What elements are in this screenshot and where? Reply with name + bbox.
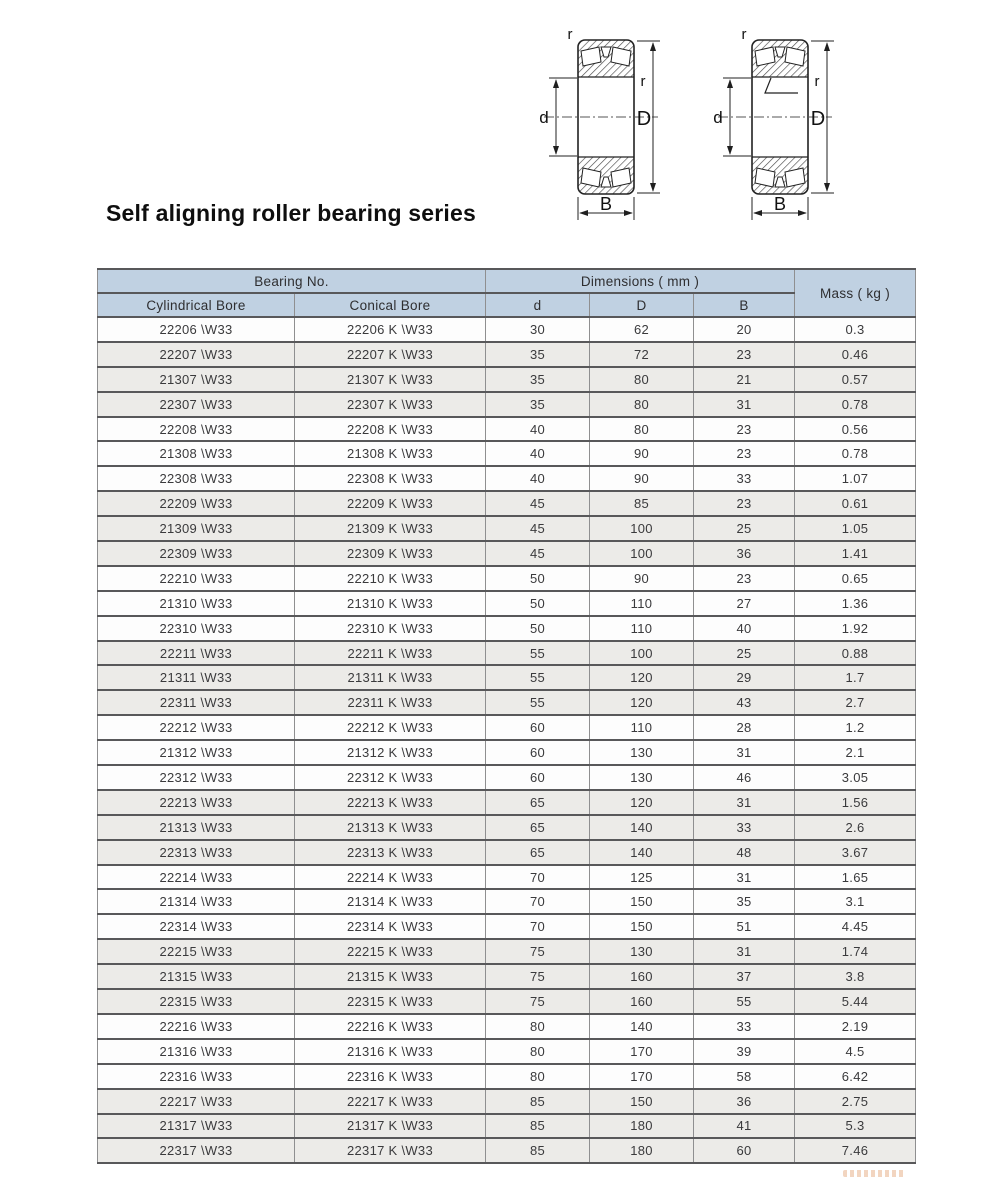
table-row	[98, 840, 916, 865]
cell-d: 80	[486, 1064, 590, 1089]
cell-cylindrical-bore: 22310 \W33	[98, 616, 295, 641]
watermark-fragment	[843, 1170, 905, 1177]
cell-d: 65	[486, 815, 590, 840]
cell-D: 170	[590, 1064, 694, 1089]
cell-B: 33	[694, 1014, 795, 1039]
cell-cylindrical-bore: 22307 \W33	[98, 392, 295, 417]
cell-mass: 1.92	[795, 616, 916, 641]
cell-cylindrical-bore: 21311 \W33	[98, 665, 295, 690]
cell-D: 90	[590, 441, 694, 466]
cell-B: 41	[694, 1114, 795, 1139]
cell-conical-bore: 22317 K \W33	[295, 1138, 486, 1163]
cell-d: 85	[486, 1138, 590, 1163]
cell-cylindrical-bore: 21312 \W33	[98, 740, 295, 765]
cell-B: 43	[694, 690, 795, 715]
cell-conical-bore: 22314 K \W33	[295, 914, 486, 939]
table-row	[98, 1039, 916, 1064]
table-row	[98, 1089, 916, 1114]
table-row	[98, 790, 916, 815]
cell-D: 80	[590, 392, 694, 417]
cell-conical-bore: 22308 K \W33	[295, 466, 486, 491]
cell-B: 60	[694, 1138, 795, 1163]
cell-mass: 2.19	[795, 1014, 916, 1039]
cell-B: 46	[694, 765, 795, 790]
cell-mass: 1.56	[795, 790, 916, 815]
cell-d: 45	[486, 516, 590, 541]
cell-conical-bore: 22208 K \W33	[295, 417, 486, 442]
table-row	[98, 765, 916, 790]
cell-B: 29	[694, 665, 795, 690]
cell-mass: 2.1	[795, 740, 916, 765]
cell-mass: 0.57	[795, 367, 916, 392]
table-row	[98, 665, 916, 690]
cell-cylindrical-bore: 22312 \W33	[98, 765, 295, 790]
cell-mass: 1.2	[795, 715, 916, 740]
cell-mass: 3.05	[795, 765, 916, 790]
cell-cylindrical-bore: 21309 \W33	[98, 516, 295, 541]
table-row	[98, 715, 916, 740]
cell-d: 60	[486, 715, 590, 740]
cell-d: 75	[486, 989, 590, 1014]
cell-D: 100	[590, 516, 694, 541]
cell-cylindrical-bore: 22317 \W33	[98, 1138, 295, 1163]
cell-mass: 4.5	[795, 1039, 916, 1064]
table-row	[98, 1064, 916, 1089]
cell-D: 180	[590, 1138, 694, 1163]
cell-conical-bore: 22211 K \W33	[295, 641, 486, 666]
cell-conical-bore: 22213 K \W33	[295, 790, 486, 815]
cell-D: 110	[590, 616, 694, 641]
cell-cylindrical-bore: 21313 \W33	[98, 815, 295, 840]
cell-conical-bore: 22216 K \W33	[295, 1014, 486, 1039]
header-d: d	[486, 293, 590, 317]
cell-B: 31	[694, 865, 795, 890]
cell-conical-bore: 22315 K \W33	[295, 989, 486, 1014]
header-mass: Mass ( kg )	[795, 269, 916, 317]
cell-d: 85	[486, 1089, 590, 1114]
cell-B: 23	[694, 342, 795, 367]
cell-d: 80	[486, 1014, 590, 1039]
label-r-side: r	[814, 73, 820, 90]
cell-cylindrical-bore: 22313 \W33	[98, 840, 295, 865]
cell-d: 40	[486, 441, 590, 466]
cell-B: 33	[694, 466, 795, 491]
cell-D: 130	[590, 939, 694, 964]
cell-D: 120	[590, 690, 694, 715]
cell-cylindrical-bore: 22214 \W33	[98, 865, 295, 890]
table-row	[98, 1138, 916, 1163]
cell-conical-bore: 22209 K \W33	[295, 491, 486, 516]
cell-conical-bore: 22215 K \W33	[295, 939, 486, 964]
cell-mass: 5.44	[795, 989, 916, 1014]
cell-cylindrical-bore: 22210 \W33	[98, 566, 295, 591]
cell-conical-bore: 22210 K \W33	[295, 566, 486, 591]
table-row	[98, 939, 916, 964]
cell-conical-bore: 21307 K \W33	[295, 367, 486, 392]
label-D: D	[636, 108, 652, 130]
cell-d: 40	[486, 466, 590, 491]
table-row	[98, 1114, 916, 1139]
cell-conical-bore: 21310 K \W33	[295, 591, 486, 616]
label-B: B	[599, 194, 613, 214]
cell-d: 65	[486, 790, 590, 815]
cell-d: 75	[486, 964, 590, 989]
label-r-side: r	[640, 73, 646, 90]
table-row	[98, 417, 916, 442]
cell-conical-bore: 22316 K \W33	[295, 1064, 486, 1089]
header-dimensions: Dimensions ( mm )	[486, 269, 795, 293]
cell-D: 180	[590, 1114, 694, 1139]
table-row	[98, 466, 916, 491]
cell-conical-bore: 22206 K \W33	[295, 317, 486, 342]
cell-D: 160	[590, 964, 694, 989]
cell-D: 120	[590, 665, 694, 690]
table-row	[98, 541, 916, 566]
cell-B: 23	[694, 441, 795, 466]
cell-cylindrical-bore: 22208 \W33	[98, 417, 295, 442]
cell-cylindrical-bore: 22316 \W33	[98, 1064, 295, 1089]
cell-B: 25	[694, 641, 795, 666]
cell-B: 36	[694, 1089, 795, 1114]
cell-D: 140	[590, 840, 694, 865]
cell-cylindrical-bore: 22212 \W33	[98, 715, 295, 740]
table-row	[98, 914, 916, 939]
cell-conical-bore: 22311 K \W33	[295, 690, 486, 715]
cell-D: 130	[590, 740, 694, 765]
cell-B: 31	[694, 790, 795, 815]
cell-d: 50	[486, 616, 590, 641]
bearing-spec-table	[97, 268, 916, 1164]
cell-B: 55	[694, 989, 795, 1014]
cell-d: 40	[486, 417, 590, 442]
cell-B: 36	[694, 541, 795, 566]
cell-B: 27	[694, 591, 795, 616]
cell-B: 23	[694, 566, 795, 591]
page-title: Self aligning roller bearing series	[106, 200, 477, 226]
label-r-top: r	[741, 26, 747, 43]
table-row	[98, 889, 916, 914]
cell-mass: 1.05	[795, 516, 916, 541]
cell-conical-bore: 22310 K \W33	[295, 616, 486, 641]
cell-mass: 0.65	[795, 566, 916, 591]
cell-d: 60	[486, 740, 590, 765]
cell-D: 100	[590, 541, 694, 566]
cell-d: 65	[486, 840, 590, 865]
table-row	[98, 367, 916, 392]
taper-angle-symbol	[765, 78, 798, 93]
cell-B: 25	[694, 516, 795, 541]
cell-conical-bore: 22309 K \W33	[295, 541, 486, 566]
cell-mass: 2.7	[795, 690, 916, 715]
table-row	[98, 491, 916, 516]
header-D: D	[590, 293, 694, 317]
cell-mass: 4.45	[795, 914, 916, 939]
cell-B: 51	[694, 914, 795, 939]
cell-mass: 3.8	[795, 964, 916, 989]
cell-D: 110	[590, 715, 694, 740]
header-row-groups	[98, 269, 916, 293]
cell-conical-bore: 21316 K \W33	[295, 1039, 486, 1064]
cell-B: 23	[694, 491, 795, 516]
cell-D: 125	[590, 865, 694, 890]
cell-conical-bore: 22312 K \W33	[295, 765, 486, 790]
cell-cylindrical-bore: 21314 \W33	[98, 889, 295, 914]
cell-conical-bore: 21309 K \W33	[295, 516, 486, 541]
cell-D: 150	[590, 1089, 694, 1114]
table-row	[98, 317, 916, 342]
bearing-figure-conical-bore	[713, 26, 834, 220]
cell-mass: 1.36	[795, 591, 916, 616]
cell-cylindrical-bore: 22216 \W33	[98, 1014, 295, 1039]
cell-d: 35	[486, 342, 590, 367]
cell-conical-bore: 21308 K \W33	[295, 441, 486, 466]
table-row	[98, 566, 916, 591]
table-row	[98, 516, 916, 541]
cell-d: 55	[486, 641, 590, 666]
cell-d: 70	[486, 865, 590, 890]
cell-mass: 1.65	[795, 865, 916, 890]
cell-D: 170	[590, 1039, 694, 1064]
cell-mass: 0.78	[795, 392, 916, 417]
cell-mass: 1.07	[795, 466, 916, 491]
table-row	[98, 616, 916, 641]
cell-conical-bore: 22214 K \W33	[295, 865, 486, 890]
cell-D: 150	[590, 914, 694, 939]
cell-D: 120	[590, 790, 694, 815]
cell-d: 35	[486, 367, 590, 392]
cell-B: 28	[694, 715, 795, 740]
cell-mass: 0.78	[795, 441, 916, 466]
bearing-figure-cylindrical-bore	[539, 26, 660, 220]
cell-mass: 5.3	[795, 1114, 916, 1139]
cell-mass: 1.74	[795, 939, 916, 964]
cell-D: 80	[590, 417, 694, 442]
header-B: B	[694, 293, 795, 317]
cell-B: 33	[694, 815, 795, 840]
label-d: d	[713, 108, 723, 127]
cell-d: 70	[486, 889, 590, 914]
table-header	[98, 269, 916, 317]
cell-mass: 1.7	[795, 665, 916, 690]
cell-mass: 2.6	[795, 815, 916, 840]
cell-cylindrical-bore: 21307 \W33	[98, 367, 295, 392]
cell-cylindrical-bore: 22209 \W33	[98, 491, 295, 516]
cell-D: 90	[590, 566, 694, 591]
table-row	[98, 1014, 916, 1039]
label-d: d	[539, 108, 549, 127]
cell-d: 75	[486, 939, 590, 964]
cell-conical-bore: 21317 K \W33	[295, 1114, 486, 1139]
cell-mass: 1.41	[795, 541, 916, 566]
cell-mass: 0.88	[795, 641, 916, 666]
cell-B: 58	[694, 1064, 795, 1089]
cell-conical-bore: 21311 K \W33	[295, 665, 486, 690]
cell-conical-bore: 21312 K \W33	[295, 740, 486, 765]
cell-cylindrical-bore: 22314 \W33	[98, 914, 295, 939]
table-body	[98, 317, 916, 1163]
cell-d: 80	[486, 1039, 590, 1064]
cell-B: 20	[694, 317, 795, 342]
cell-conical-bore: 21314 K \W33	[295, 889, 486, 914]
cell-conical-bore: 22307 K \W33	[295, 392, 486, 417]
cell-cylindrical-bore: 21315 \W33	[98, 964, 295, 989]
cell-mass: 7.46	[795, 1138, 916, 1163]
cell-D: 130	[590, 765, 694, 790]
cell-mass: 0.61	[795, 491, 916, 516]
cell-B: 21	[694, 367, 795, 392]
cell-cylindrical-bore: 21310 \W33	[98, 591, 295, 616]
cell-d: 50	[486, 591, 590, 616]
header-cylindrical-bore: Cylindrical Bore	[98, 293, 295, 317]
cell-mass: 0.3	[795, 317, 916, 342]
cell-cylindrical-bore: 22315 \W33	[98, 989, 295, 1014]
table-row	[98, 641, 916, 666]
cell-cylindrical-bore: 21316 \W33	[98, 1039, 295, 1064]
cell-d: 70	[486, 914, 590, 939]
cell-cylindrical-bore: 21308 \W33	[98, 441, 295, 466]
cell-cylindrical-bore: 22311 \W33	[98, 690, 295, 715]
cell-mass: 2.75	[795, 1089, 916, 1114]
cell-cylindrical-bore: 22213 \W33	[98, 790, 295, 815]
cell-conical-bore: 21315 K \W33	[295, 964, 486, 989]
table-row	[98, 865, 916, 890]
table-row	[98, 441, 916, 466]
table-row	[98, 989, 916, 1014]
table-row	[98, 591, 916, 616]
cell-D: 100	[590, 641, 694, 666]
cell-conical-bore: 22217 K \W33	[295, 1089, 486, 1114]
cell-B: 37	[694, 964, 795, 989]
cell-d: 55	[486, 665, 590, 690]
cell-D: 110	[590, 591, 694, 616]
cell-B: 23	[694, 417, 795, 442]
cell-D: 72	[590, 342, 694, 367]
cell-D: 85	[590, 491, 694, 516]
cell-B: 31	[694, 939, 795, 964]
cell-mass: 3.67	[795, 840, 916, 865]
header-conical-bore: Conical Bore	[295, 293, 486, 317]
table-row	[98, 815, 916, 840]
cell-cylindrical-bore: 22211 \W33	[98, 641, 295, 666]
cell-cylindrical-bore: 22215 \W33	[98, 939, 295, 964]
table-row	[98, 964, 916, 989]
cell-cylindrical-bore: 21317 \W33	[98, 1114, 295, 1139]
cell-d: 55	[486, 690, 590, 715]
cell-D: 150	[590, 889, 694, 914]
header-bearing-no: Bearing No.	[98, 269, 486, 293]
cell-conical-bore: 22313 K \W33	[295, 840, 486, 865]
table-row	[98, 392, 916, 417]
cell-mass: 3.1	[795, 889, 916, 914]
table-row	[98, 690, 916, 715]
cell-D: 140	[590, 815, 694, 840]
cell-B: 48	[694, 840, 795, 865]
cell-cylindrical-bore: 22217 \W33	[98, 1089, 295, 1114]
cell-conical-bore: 21313 K \W33	[295, 815, 486, 840]
cell-D: 160	[590, 989, 694, 1014]
table-row	[98, 342, 916, 367]
cell-B: 35	[694, 889, 795, 914]
cell-D: 140	[590, 1014, 694, 1039]
table-row	[98, 740, 916, 765]
cell-mass: 6.42	[795, 1064, 916, 1089]
label-r-top: r	[567, 26, 573, 43]
cell-cylindrical-bore: 22207 \W33	[98, 342, 295, 367]
cell-B: 39	[694, 1039, 795, 1064]
cell-D: 90	[590, 466, 694, 491]
cell-d: 50	[486, 566, 590, 591]
cell-d: 45	[486, 491, 590, 516]
header-row-columns	[98, 293, 916, 317]
cell-B: 31	[694, 740, 795, 765]
cell-mass: 0.46	[795, 342, 916, 367]
cell-conical-bore: 22212 K \W33	[295, 715, 486, 740]
cell-d: 85	[486, 1114, 590, 1139]
cell-d: 60	[486, 765, 590, 790]
label-B: B	[773, 194, 787, 214]
label-D: D	[810, 108, 826, 130]
cell-cylindrical-bore: 22206 \W33	[98, 317, 295, 342]
cell-D: 62	[590, 317, 694, 342]
cell-conical-bore: 22207 K \W33	[295, 342, 486, 367]
cell-d: 35	[486, 392, 590, 417]
cell-D: 80	[590, 367, 694, 392]
cell-d: 45	[486, 541, 590, 566]
cell-B: 31	[694, 392, 795, 417]
cell-d: 30	[486, 317, 590, 342]
cell-cylindrical-bore: 22308 \W33	[98, 466, 295, 491]
cell-B: 40	[694, 616, 795, 641]
cell-mass: 0.56	[795, 417, 916, 442]
cell-cylindrical-bore: 22309 \W33	[98, 541, 295, 566]
